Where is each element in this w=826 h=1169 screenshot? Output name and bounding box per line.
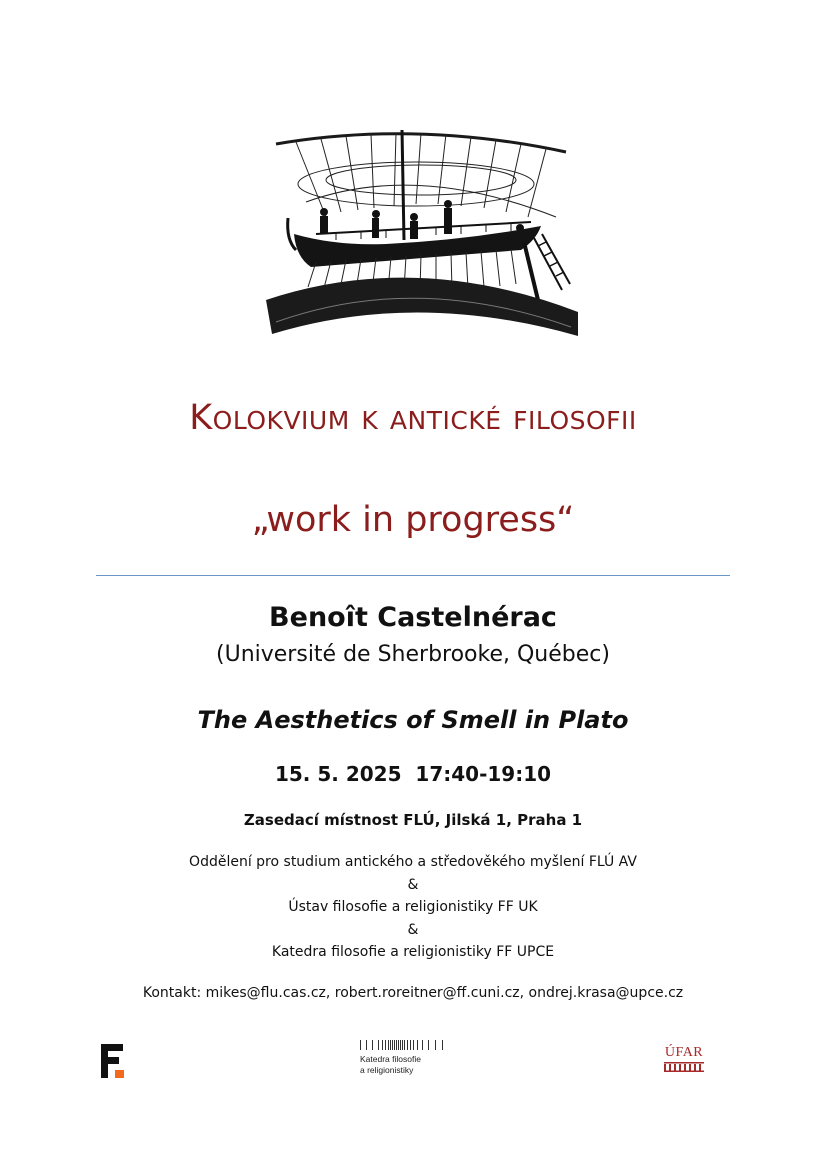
- event-venue: Zasedací místnost FLÚ, Jilská 1, Praha 1: [243, 811, 583, 829]
- barcode-mark: [360, 1040, 450, 1050]
- katedra-logo-line1: Katedra filosofie: [360, 1054, 421, 1064]
- ufar-logo-text: ÚFAR: [664, 1045, 704, 1060]
- speaker-affiliation: (Université de Sherbrooke, Québec): [216, 642, 610, 667]
- katedra-logo: [360, 1040, 470, 1080]
- talk-title: The Aesthetics of Smell in Plato: [197, 706, 629, 734]
- organizer-item: Ústav filosofie a religionistiky FF UK: [288, 899, 538, 915]
- greek-ship-illustration: [266, 122, 578, 340]
- organizers-list: [0, 851, 826, 964]
- divider: [96, 575, 730, 576]
- organizer-separator: &: [407, 921, 419, 938]
- contact-line: Kontakt: mikes@flu.cas.cz, robert.roreitner@ff.cuni.cz, ondrej.krasa@upce.cz: [142, 985, 684, 1001]
- ufar-logo: [662, 1045, 706, 1079]
- speaker-name: Benoît Castelnérac: [269, 602, 557, 633]
- organizer-separator: &: [407, 876, 419, 893]
- katedra-logo-line2: a religionistiky: [360, 1065, 414, 1075]
- organizer-item: Oddělení pro studium antického a středověkého myšlení FLÚ AV: [189, 854, 637, 870]
- colloquium-heading: Kolokvium k antické filosofii: [189, 398, 637, 438]
- flu-logo: [101, 1044, 127, 1078]
- series-subtitle: „work in progress“: [251, 500, 575, 540]
- ufar-logo-bars: [664, 1062, 704, 1072]
- event-datetime: 15. 5. 2025 17:40-19:10: [274, 762, 552, 786]
- organizer-item: Katedra filosofie a religionistiky FF UPCE: [271, 944, 555, 960]
